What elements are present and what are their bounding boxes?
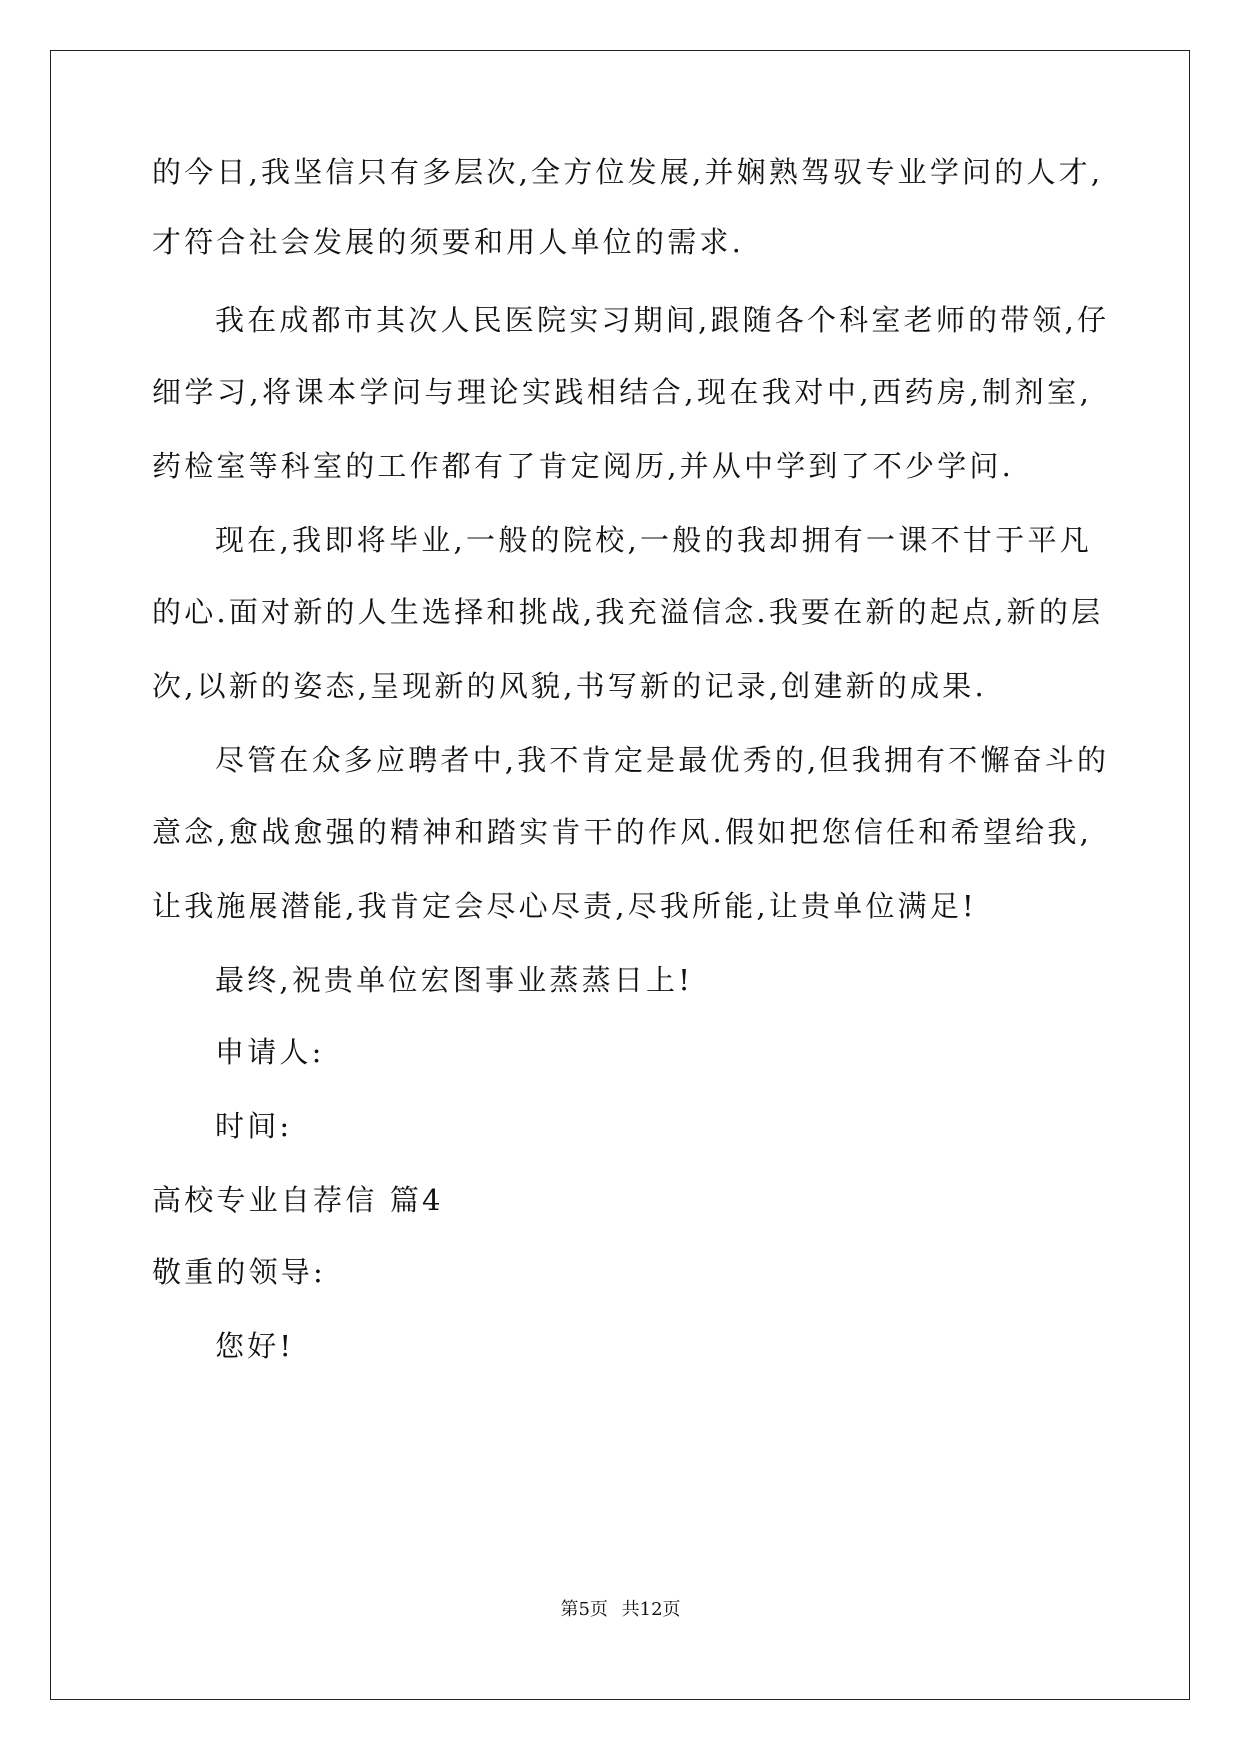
- applicant-label: 申请人:: [215, 1035, 325, 1069]
- body-line-9: 尽管在众多应聘者中,我不肯定是最优秀的,但我拥有不懈奋斗的: [215, 743, 1110, 777]
- closing-wish: 最终,祝贵单位宏图事业蒸蒸日上!: [215, 963, 694, 997]
- page-footer: [0, 1598, 1241, 1622]
- body-line-3: 我在成都市其次人民医院实习期间,跟随各个科室老师的带领,仔: [215, 303, 1110, 337]
- greeting: 您好!: [215, 1329, 295, 1363]
- body-line-4: 细学习,将课本学问与理论实践相结合,现在我对中,西药房,制剂室,: [152, 375, 1092, 409]
- body-line-5: 药检室等科室的工作都有了肯定阅历,并从中学到了不少学问.: [152, 449, 1015, 483]
- date-label: 时间:: [215, 1109, 293, 1143]
- body-line-10: 意念,愈战愈强的精神和踏实肯干的作风.假如把您信任和希望给我,: [152, 815, 1092, 849]
- page-number: 第5页: [560, 1599, 608, 1620]
- page-total: 共12页: [621, 1599, 681, 1620]
- section-heading: 高校专业自荐信 篇4: [152, 1183, 444, 1217]
- salutation: 敬重的领导:: [152, 1255, 326, 1289]
- body-line-11: 让我施展潜能,我肯定会尽心尽责,尽我所能,让贵单位满足!: [152, 889, 977, 923]
- body-line-6: 现在,我即将毕业,一般的院校,一般的我却拥有一课不甘于平凡: [215, 523, 1092, 557]
- body-line-8: 次,以新的姿态,呈现新的风貌,书写新的记录,创建新的成果.: [152, 669, 987, 703]
- body-line-2: 才符合社会发展的须要和用人单位的需求.: [152, 225, 745, 259]
- page-border: [50, 50, 1190, 1700]
- body-line-7: 的心.面对新的人生选择和挑战,我充溢信念.我要在新的起点,新的层: [152, 595, 1104, 629]
- body-line-1: 的今日,我坚信只有多层次,全方位发展,并娴熟驾驭专业学问的人才,: [152, 155, 1104, 189]
